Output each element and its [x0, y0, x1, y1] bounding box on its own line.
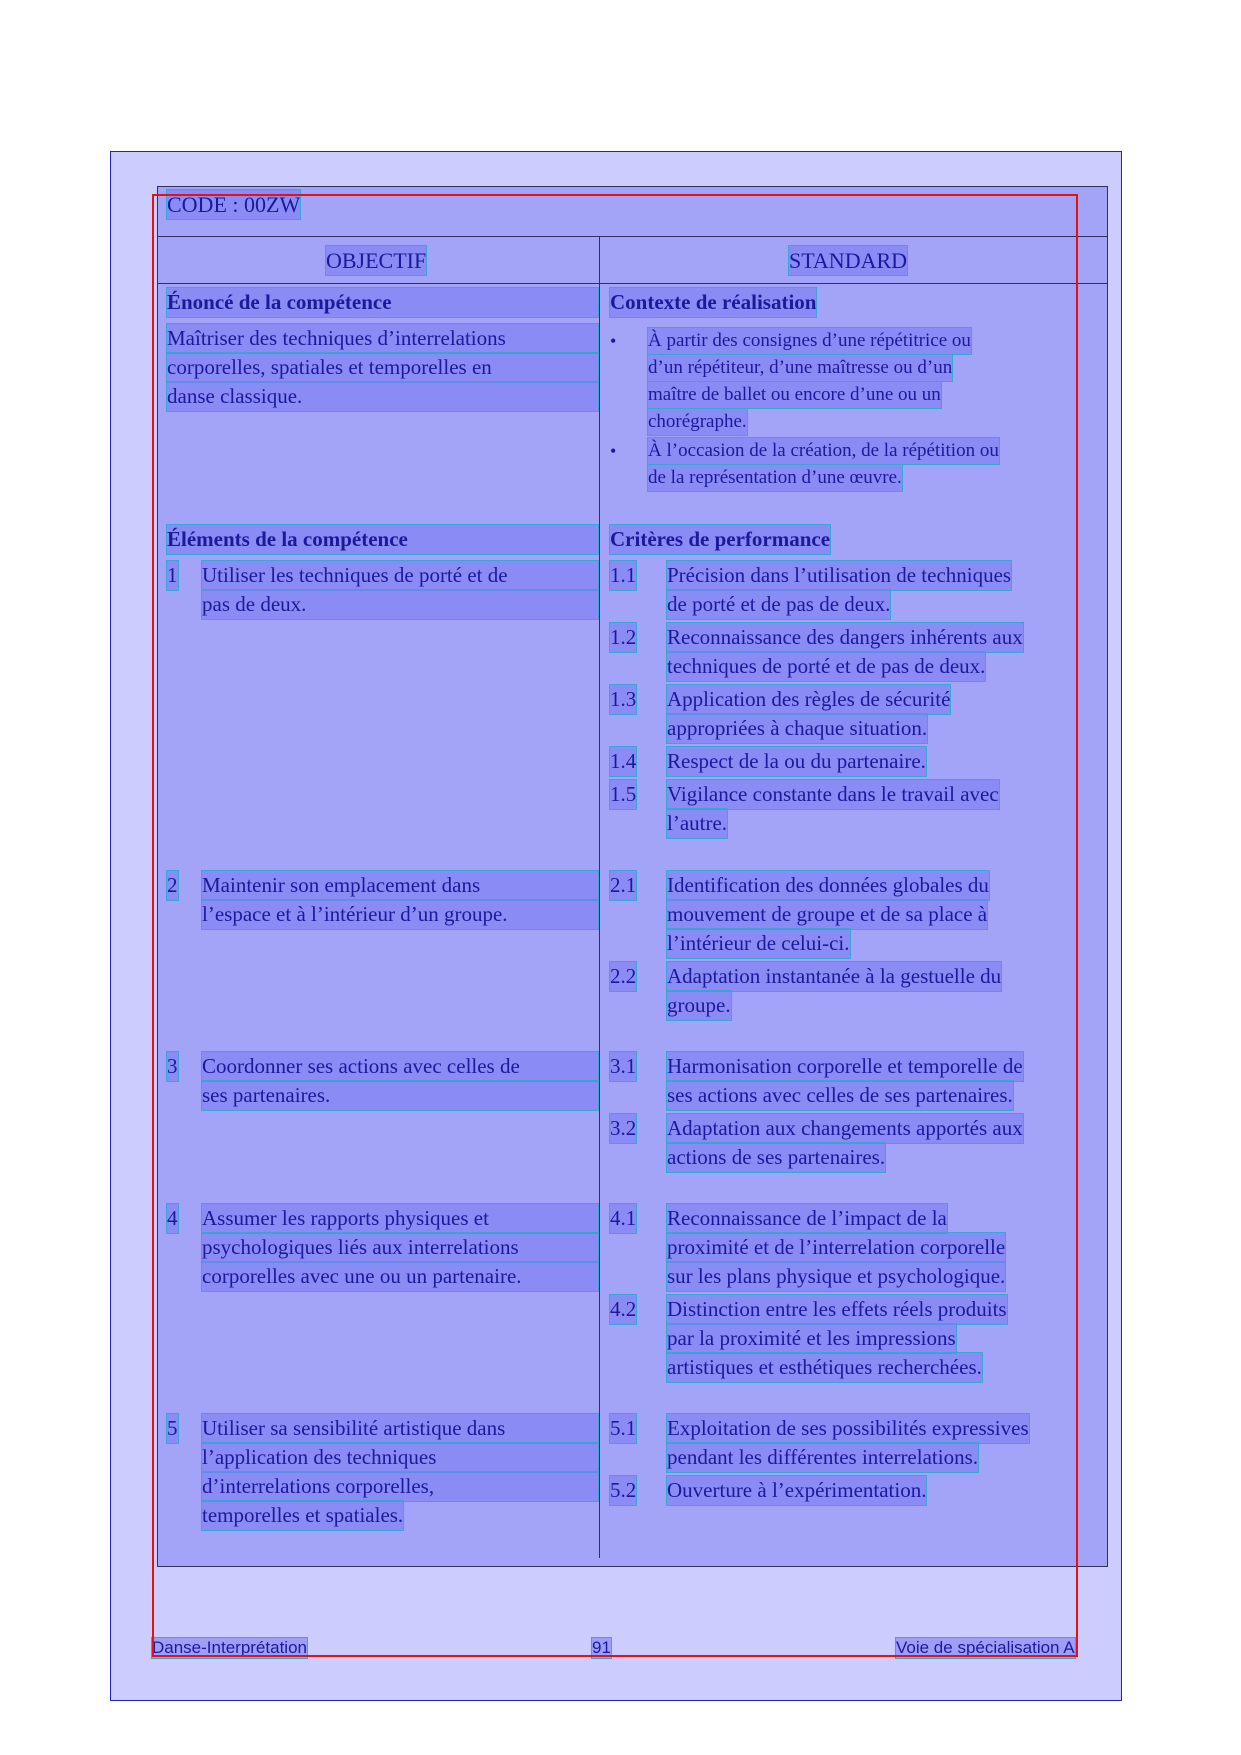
element-line: l’application des techniques	[202, 1443, 598, 1472]
critere-line: Application des règles de sécurité	[667, 685, 950, 714]
critere-line: par la proximité et les impressions	[667, 1324, 956, 1353]
element-number: 5	[167, 1414, 178, 1443]
critere-number: 4.1	[610, 1204, 636, 1233]
element-line: d’interrelations corporelles,	[202, 1472, 598, 1501]
element-number: 4	[167, 1204, 178, 1233]
element-line: pas de deux.	[202, 590, 598, 619]
critere-number: 2.1	[610, 871, 636, 900]
footer-page-number: 91	[592, 1638, 611, 1657]
critere-line: Vigilance constante dans le travail avec	[667, 780, 999, 809]
critere-line: appropriées à chaque situation.	[667, 714, 927, 743]
critere-number: 5.1	[610, 1414, 636, 1443]
critere-line: Reconnaissance de l’impact de la	[667, 1204, 947, 1233]
contexte-line: maître de ballet ou encore d’une ou un	[648, 382, 941, 408]
critere-line: Respect de la ou du partenaire.	[667, 747, 926, 776]
critere-line: groupe.	[667, 991, 731, 1020]
element-line: l’espace et à l’intérieur d’un groupe.	[202, 900, 598, 929]
enonce-line: corporelles, spatiales et temporelles en	[167, 353, 598, 382]
contexte-line: À l’occasion de la création, de la répétition ou	[648, 438, 999, 464]
element-line: Maintenir son emplacement dans	[202, 871, 598, 900]
element-line: Utiliser sa sensibilité artistique dans	[202, 1414, 598, 1443]
critere-number: 1.1	[610, 561, 636, 590]
critere-line: ses actions avec celles de ses partenaires.	[667, 1081, 1013, 1110]
element-line: psychologiques liés aux interrelations	[202, 1233, 598, 1262]
critere-line: Ouverture à l’expérimentation.	[667, 1476, 926, 1505]
critere-line: Harmonisation corporelle et temporelle de	[667, 1052, 1023, 1081]
critere-line: l’intérieur de celui-ci.	[667, 929, 850, 958]
critere-number: 4.2	[610, 1295, 636, 1324]
bullet-icon: •	[610, 441, 617, 461]
contexte-line: de la représentation d’une œuvre.	[648, 465, 902, 491]
critere-number: 1.3	[610, 685, 636, 714]
critere-line: proximité et de l’interrelation corporelle	[667, 1233, 1005, 1262]
critere-line: Exploitation de ses possibilités expressives	[667, 1414, 1029, 1443]
enonce-line: Maîtriser des techniques d’interrelations	[167, 324, 598, 353]
critere-number: 1.5	[610, 780, 636, 809]
contexte-line: chorégraphe.	[648, 409, 747, 435]
row-divider	[158, 236, 1107, 237]
critere-line: Adaptation instantanée à la gestuelle du	[667, 962, 1001, 991]
column-divider	[599, 236, 600, 1558]
critere-line: sur les plans physique et psychologique.	[667, 1262, 1005, 1291]
element-line: temporelles et spatiales.	[202, 1501, 403, 1530]
row-divider	[158, 283, 1107, 284]
critere-line: Reconnaissance des dangers inhérents aux	[667, 623, 1023, 652]
critere-line: Distinction entre les effets réels produits	[667, 1295, 1007, 1324]
contexte-title: Contexte de réalisation	[610, 288, 816, 317]
bullet-icon: •	[610, 331, 617, 351]
critere-number: 5.2	[610, 1476, 636, 1505]
critere-number: 1.4	[610, 747, 636, 776]
element-line: Assumer les rapports physiques et	[202, 1204, 598, 1233]
element-line: corporelles avec une ou un partenaire.	[202, 1262, 598, 1291]
enonce-title: Énoncé de la compétence	[167, 288, 598, 317]
element-number: 1	[167, 561, 178, 590]
elements-title: Éléments de la compétence	[167, 525, 598, 554]
criteres-title: Critères de performance	[610, 525, 830, 554]
contexte-line: d’un répétiteur, d’une maîtresse ou d’un	[648, 355, 952, 381]
critere-line: Adaptation aux changements apportés aux	[667, 1114, 1023, 1143]
enonce-line: danse classique.	[167, 382, 598, 411]
critere-line: actions de ses partenaires.	[667, 1143, 885, 1172]
footer-track: Voie de spécialisation A	[896, 1638, 1075, 1657]
objectif-header: OBJECTIF	[326, 248, 427, 273]
critere-number: 1.2	[610, 623, 636, 652]
critere-line: l’autre.	[667, 809, 727, 838]
code-label: CODE : 00ZW	[167, 192, 301, 217]
critere-line: artistiques et esthétiques recherchées.	[667, 1353, 982, 1382]
contexte-line: À partir des consignes d’une répétitrice ou	[648, 328, 971, 354]
element-line: Coordonner ses actions avec celles de	[202, 1052, 598, 1081]
element-line: ses partenaires.	[202, 1081, 598, 1110]
element-line: Utiliser les techniques de porté et de	[202, 561, 598, 590]
critere-line: pendant les différentes interrelations.	[667, 1443, 978, 1472]
element-number: 2	[167, 871, 178, 900]
critere-line: techniques de porté et de pas de deux.	[667, 652, 985, 681]
critere-number: 3.1	[610, 1052, 636, 1081]
critere-number: 2.2	[610, 962, 636, 991]
critere-number: 3.2	[610, 1114, 636, 1143]
critere-line: Identification des données globales du	[667, 871, 989, 900]
element-number: 3	[167, 1052, 178, 1081]
footer-program: Danse-Interprétation	[152, 1638, 307, 1657]
critere-line: Précision dans l’utilisation de techniques	[667, 561, 1011, 590]
critere-line: mouvement de groupe et de sa place à	[667, 900, 987, 929]
critere-line: de porté et de pas de deux.	[667, 590, 890, 619]
standard-header: STANDARD	[789, 248, 908, 273]
